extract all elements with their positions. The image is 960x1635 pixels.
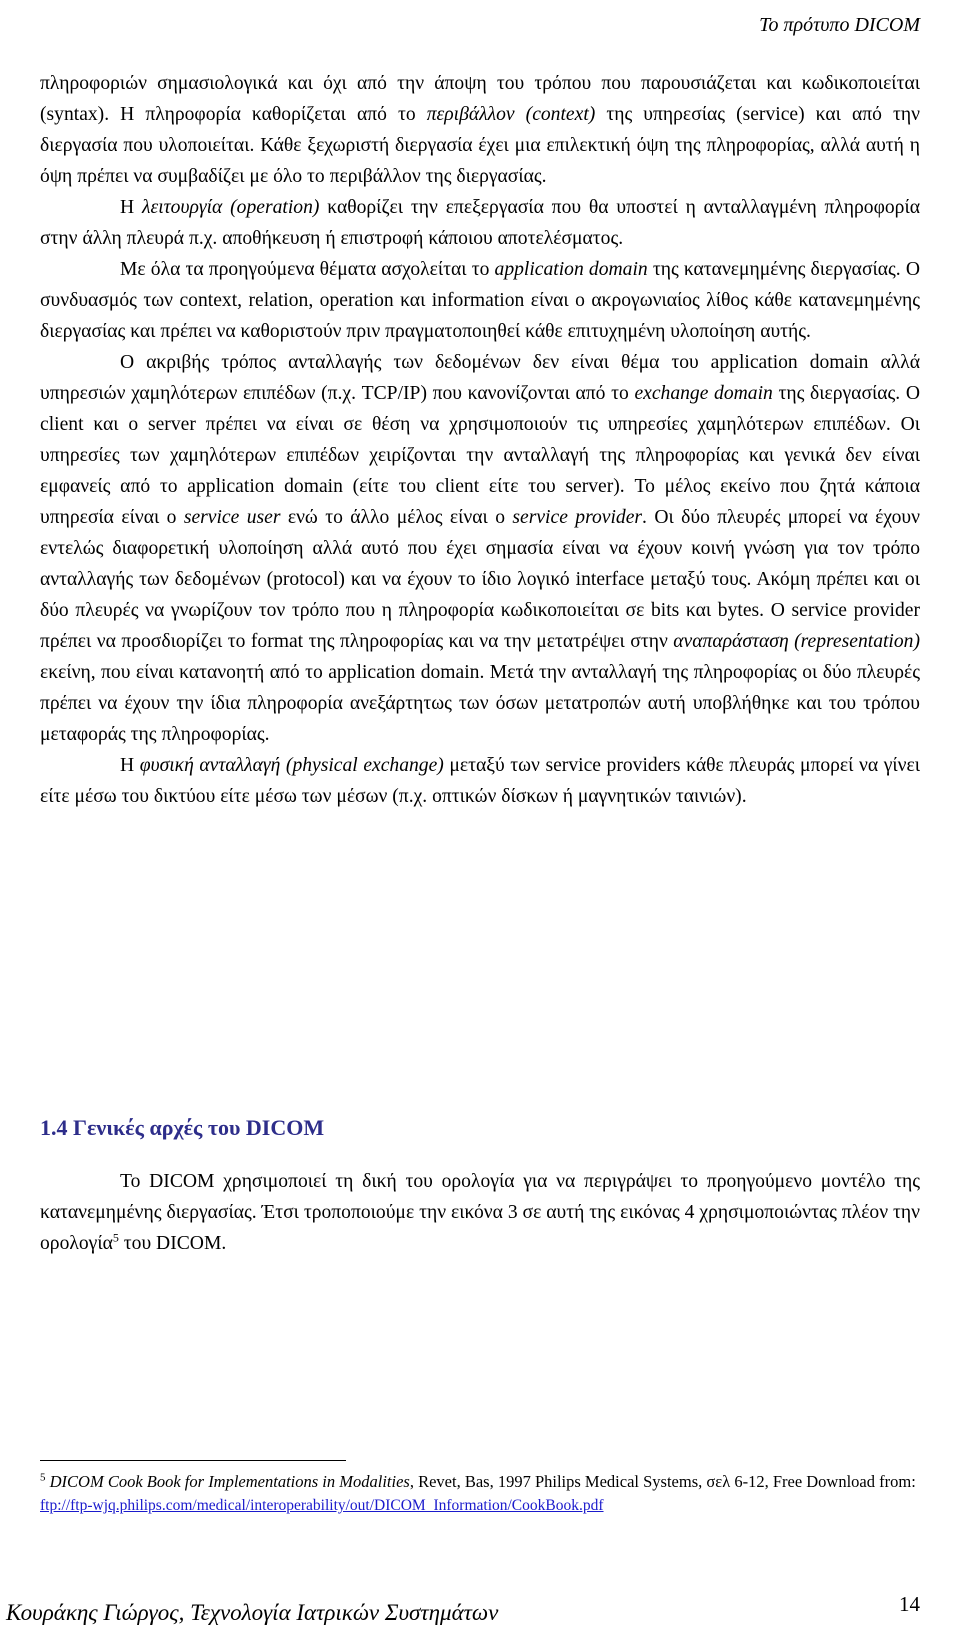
paragraph: Ο ακριβής τρόπος ανταλλαγής των δεδομένων δεν είναι θέμα του application domain αλλά υπηρεσιών χαμηλότερων επιπέδων (π.χ. TCP/IP) που κανονίζονται από το exchange domain της διεργασίας. Ο client και ο server πρέπει να είναι σε θέση να χρησιμοποιούν τις υπηρεσίες χαμηλότερων επιπέδων. Οι υπηρεσίες των χαμηλότερων επιπέδων χειρίζονται την ανταλλαγή της πληροφορίας και γενικά δεν είναι εμφανείς από το application domain (είτε του client είτε του server). Το μέλος εκείνο που ζητά κάποια υπηρεσία είναι ο service user ενώ το άλλο μέλος είναι ο service provider. Οι δύο πλευρές μπορεί να έχουν εντελώς διαφορετική υλοποίηση αλλά αυτό που έχει σημασία είναι να έχουν κοινή γνώση για τον τρόπο ανταλλαγής των δεδομένων (protocol) και να έχουν το ίδιο λογικό interface μεταξύ τους. Ακόμη πρέπει και οι δύο πλευρές να γνωρίζουν τον τρόπο που η πληροφορία κωδικοποιείται σε bits και bytes. Ο service provider πρέπει να προσδιορίζει το format της πληροφορίας και να την μετατρέψει στην αναπαράσταση (representation) εκείνη, που είναι κατανοητή από το application domain. Μετά την ανταλλαγή της πληροφορίας οι δύο πλευρές πρέπει να έχουν την ίδια πληροφορία ανεξάρτητως των όσων μετατροπών αυτή υποβλήθηκε και του τρόπου μεταφοράς της πληροφορίας. — [40, 352, 921, 745]
footnote-marker: 5 — [40, 1471, 46, 1484]
page-number: 14 — [899, 1592, 920, 1616]
footer-author: Κουράκης Γιώργος, Τεχνολογία Ιατρικών Συστημάτων — [6, 1600, 499, 1625]
footnote-text: , Revet, Bas, 1997 Philips Medical Systems, σελ 6-12, Free Download from: — [409, 1472, 916, 1491]
paragraph: Με όλα τα προηγούμενα θέματα ασχολείται το application domain της κατανεμημένης διεργασίας. Ο συνδυασμός των context, relation, operation και information είναι ο ακρογωνιαίος λίθος κάθε κατανεμημένης διεργασίας και πρέπει να καθοριστούν πριν πραγματοποιηθεί κάθε επιτυχημένη υλοποίηση αυτής. — [40, 259, 920, 342]
footnote — [40, 1470, 920, 1517]
section-heading: 1.4 Γενικές αρχές του DICOM — [40, 1115, 325, 1140]
paragraph: πληροφοριών σημασιολογικά και όχι από την άποψη του τρόπου που παρουσιάζεται και κωδικοποιείται (syntax). Η πληροφορία καθορίζεται από το περιβάλλον (context) της υπηρεσίας (service) και από την διεργασία που υλοποιείται. Κάθε ξεχωριστή διεργασία έχει μια επιλεκτική όψη της πληροφορίας, αλλά αυτή η όψη πρέπει να συμβαδίζει με όλο το περιβάλλον της διεργασίας. — [40, 73, 920, 187]
footnote-title: DICOM Cook Book for Implementations in Modalities — [49, 1472, 410, 1491]
paragraph: Το DICOM χρησιμοποιεί τη δική του ορολογία για να περιγράψει το προηγούμενο μοντέλο της κατανεμημένης διεργασίας. Έτσι τροποποιούμε την εικόνα 3 σε αυτή της εικόνας 4 χρησιμοποιώντας πλέον την ορολογία$^5$ του DICOM. — [40, 1171, 920, 1254]
footnote-link[interactable]: ftp://ftp-wjq.philips.com/medical/interoperability/out/DICOM_Information/CookBook.pdf — [40, 1497, 604, 1514]
paragraph: Η φυσική ανταλλαγή (physical exchange) μεταξύ των service providers κάθε πλευράς μπορεί να γίνει είτε μέσω του δικτύου είτε μέσω των μέσων (π.χ. οπτικών δίσκων ή μαγνητικών ταινιών). — [40, 755, 920, 807]
running-header: Το πρότυπο DICOM — [759, 14, 920, 36]
footnote-separator — [40, 1460, 346, 1461]
footnote-ref[interactable]: 5 — [112, 1230, 119, 1245]
paragraph: Η λειτουργία (operation) καθορίζει την επεξεργασία που θα υποστεί η ανταλλαγμένη πληροφορία στην άλλη πλευρά π.χ. αποθήκευση ή επιστροφή κάποιου αποτελέσματος. — [40, 197, 921, 249]
section-general-principles — [40, 1114, 920, 1259]
body-text — [40, 68, 920, 812]
